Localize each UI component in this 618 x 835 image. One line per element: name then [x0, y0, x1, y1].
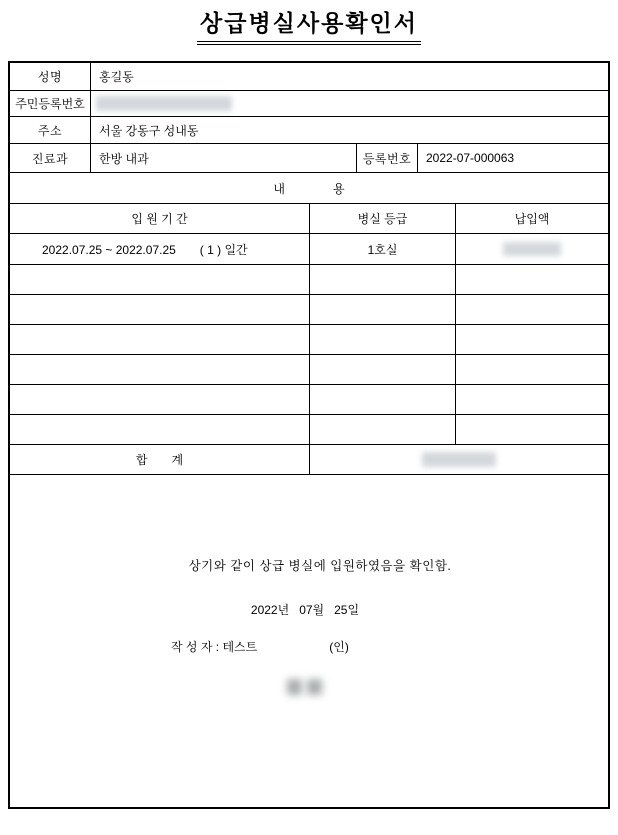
period-value: 2022.07.25 ~ 2022.07.25 ( 1 ) 일간: [10, 234, 310, 264]
signature-box: [10, 475, 608, 807]
registration-value: 2022-07-000063: [426, 151, 515, 165]
seal-label: (인): [329, 640, 349, 654]
date-text: 2022년 07월 25일: [250, 603, 360, 617]
form-table: [8, 61, 610, 809]
registration-label: 등록번호: [357, 144, 418, 172]
room-class-value: 1호실: [310, 234, 456, 264]
col-header-room-class: 병실 등급: [310, 204, 456, 233]
rrn-value: [91, 91, 608, 116]
row-total: [10, 445, 608, 475]
title-area: [0, 9, 618, 45]
redacted-amount-value: [503, 242, 561, 256]
name-label: 성명: [10, 63, 91, 90]
address-value: 서울 강동구 성내동: [99, 123, 199, 138]
col-header-period: 입 원 기 간: [10, 204, 310, 233]
section-header: 내 용: [273, 181, 345, 196]
table-row-empty: [10, 295, 608, 325]
rrn-label: 주민등록번호: [10, 91, 91, 116]
redacted-stamp: [287, 679, 335, 699]
department-value: 한방 내과: [91, 144, 357, 172]
total-amount: [310, 445, 608, 474]
redacted-rrn-value: [96, 96, 232, 111]
author-name: 작 성 자 : 테스트: [171, 640, 258, 654]
department-label: 진료과: [10, 144, 91, 172]
row-department: [10, 144, 608, 173]
row-rrn: [10, 91, 608, 117]
table-row: [10, 234, 608, 265]
author-line: [171, 638, 349, 655]
total-label: 합 계: [10, 445, 310, 474]
table-row-empty: [10, 265, 608, 295]
amount-value: [456, 234, 608, 264]
table-row-empty: [10, 415, 608, 445]
address-label: 주소: [10, 117, 91, 143]
page-title: 상급병실사용확인서: [197, 9, 421, 45]
row-address: [10, 117, 608, 144]
row-name: [10, 63, 608, 91]
redacted-total-value: [422, 452, 496, 467]
confirmation-text: 상기와 같이 상급 병실에 입원하였음을 확인함.: [188, 559, 452, 573]
table-row-empty: [10, 355, 608, 385]
table-row-empty: [10, 385, 608, 415]
row-section-header: [10, 173, 608, 204]
row-column-headers: [10, 204, 608, 234]
table-row-empty: [10, 325, 608, 355]
name-value: 홍길동: [99, 70, 134, 84]
col-header-amount: 납입액: [514, 212, 550, 226]
